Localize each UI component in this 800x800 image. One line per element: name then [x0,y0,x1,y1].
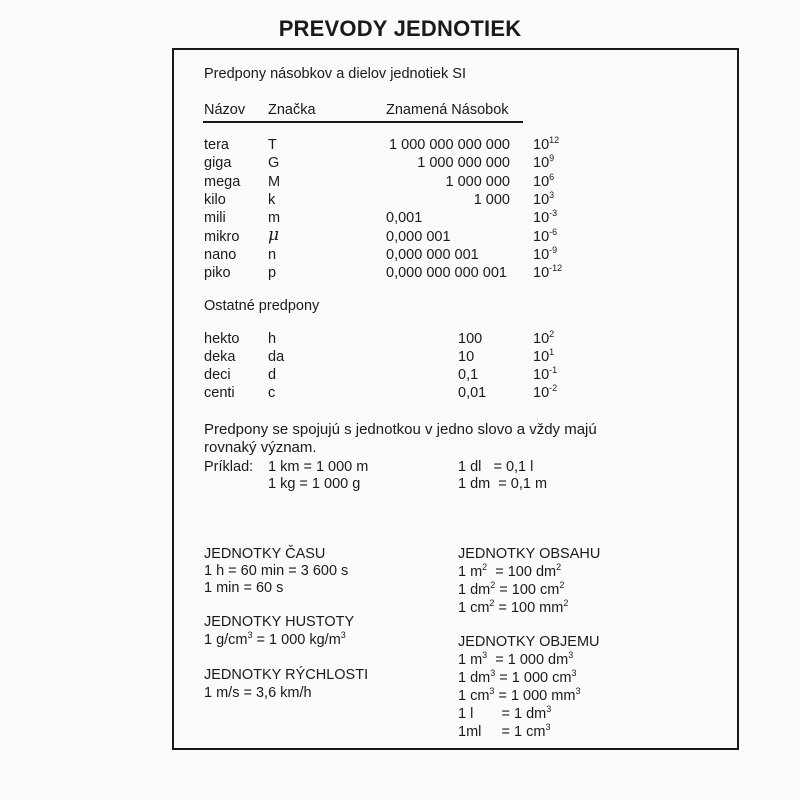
prefix-name: centi [204,385,235,401]
prefix-value: 100 [458,331,483,347]
prefix-power: $10^{12}$ [533,135,560,153]
prefix-power: $10^3$ [533,189,555,208]
si-prefixes-heading: Predpony násobkov a dielov jednotiek SI [204,66,466,82]
prefix-value: 0,000 000 000 001 [386,265,507,282]
column-symbol-header: Značka [268,102,316,118]
prefix-power: $10^{-6}$ [533,226,558,245]
prefix-power: $10^9$ [533,153,555,172]
prefix-symbol: μ [268,224,280,245]
prefix-value: 10 [458,349,475,365]
prefix-value: 1 000 000 [445,173,510,190]
prefix-name: hekto [204,331,240,347]
speed-line: 1 m/s = 3,6 km/h [204,685,312,701]
prefix-name: deci [204,367,231,383]
time-units-heading: JEDNOTKY ČASU [204,546,326,562]
speed-units-heading: JEDNOTKY RÝCHLOSTI [204,667,369,683]
volume-units-heading: JEDNOTKY OBJEMU [458,634,600,650]
prefix-symbol: m [268,210,281,227]
prefix-name: nano [204,246,237,263]
area-units-heading: JEDNOTKY OBSAHU [458,546,601,562]
page-title: PREVODY JEDNOTIEK [278,16,522,41]
prefix-name: giga [204,155,232,172]
prefix-value: 0,01 [458,385,487,401]
prefix-name: mega [204,173,241,190]
prefix-name: mikro [204,228,240,245]
time-line-2: 1 min = 60 s [204,580,284,596]
note-line-2: rovnaký význam. [204,439,317,456]
prefix-value: 1 000 000 000 [417,155,510,172]
header-divider [203,121,523,123]
prefix-power: $10^2$ [533,329,555,347]
prefix-value: 0,1 [458,367,479,383]
example-km: 1 km = 1 000 m [268,459,369,475]
prefix-power: $10^{-3}$ [533,208,558,227]
volume-conversion: 1 $m^3 = 1$ 000 $dm^3$ [458,650,574,668]
prefix-name: tera [204,137,229,153]
prefix-value: 1 000 [473,191,510,208]
prefix-power: $10^{-9}$ [533,244,558,263]
prefix-symbol: h [268,331,277,347]
prefix-symbol: k [268,191,276,208]
volume-conversion: 1 l = 1 $dm^3$ [458,704,552,722]
example-kg: 1 kg = 1 000 g [268,476,361,492]
area-conversion: 1 $cm^2 = 100$ $mm^2$ [458,598,569,616]
density-line: 1 $g/cm^3 = 1$ 000 $kg/m^3$ [204,630,346,648]
prefix-name: kilo [204,191,226,208]
column-meaning-header: Znamená Násobok [386,102,509,118]
prefix-symbol: T [268,137,277,153]
prefix-symbol: G [268,155,280,172]
prefix-value: 0,000 000 001 [386,246,479,263]
prefix-symbol: p [268,265,277,282]
prefix-value: 0,001 [386,210,423,227]
prefix-power: $10^{-2}$ [533,383,558,401]
volume-conversion: 1 $cm^3 = 1$ 000 $mm^3$ [458,686,581,704]
column-name-header: Názov [204,102,246,118]
example-dl: 1 dl = 0,1 l [458,459,534,475]
density-units-heading: JEDNOTKY HUSTOTY [204,614,355,630]
prefix-power: $10^{-1}$ [533,365,558,383]
prefix-symbol: n [268,246,277,263]
prefix-symbol: d [268,367,277,383]
area-conversion: 1 $m^2 = 100$ $dm^2$ [458,562,562,580]
prefix-name: mili [204,210,226,227]
prefix-symbol: c [268,385,276,401]
prefix-value: 1 000 000 000 000 [389,137,510,153]
prefix-name: deka [204,349,236,365]
note-line-1: Predpony se spojujú s jednotkou v jedno slovo a vždy majú [204,421,597,438]
prefix-symbol: M [268,173,281,190]
volume-conversion: 1ml = 1 $cm^3$ [458,722,551,740]
prefix-power: $10^{-12}$ [533,263,563,282]
time-line-1: 1 h = 60 min = 3 600 s [204,563,349,579]
prefix-value: 0,000 001 [386,228,451,245]
other-prefixes-heading: Ostatné predpony [204,298,320,314]
prefix-symbol: da [268,349,285,365]
area-conversion: 1 $dm^2 = 100$ $cm^2$ [458,580,565,598]
volume-conversion: 1 $dm^3 = 1$ 000 $cm^3$ [458,668,577,686]
prefix-name: piko [204,265,231,282]
prefix-power: $10^6$ [533,171,555,190]
prefix-power: $10^1$ [533,347,555,365]
example-label: Príklad: [204,459,254,475]
example-dm: 1 dm = 0,1 m [458,476,548,492]
